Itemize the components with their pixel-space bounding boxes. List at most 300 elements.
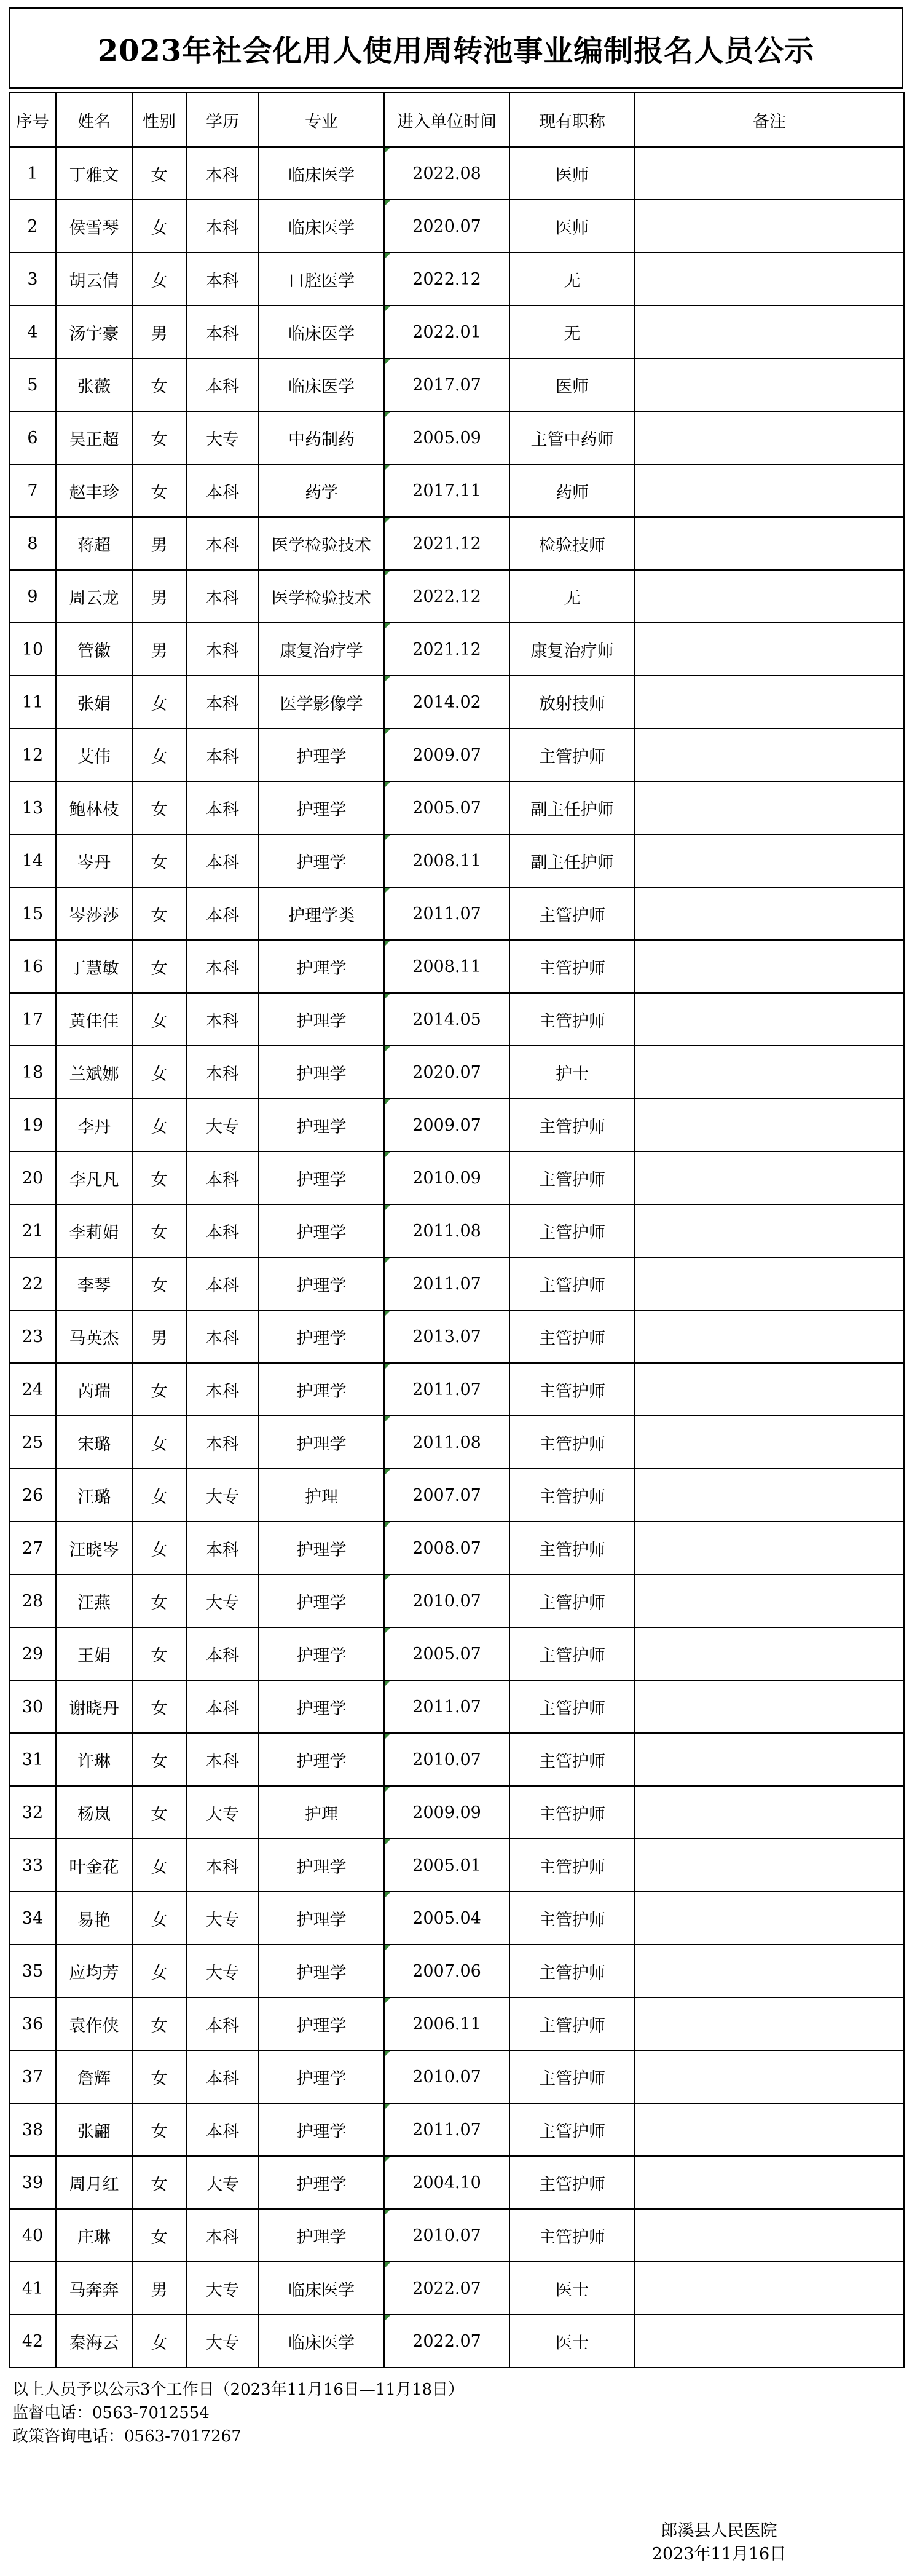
cell-education: 大专: [186, 2315, 259, 2368]
cell-title: 主管护师: [509, 2209, 635, 2262]
cell-gender: 女: [132, 2103, 186, 2156]
cell-gender: 女: [132, 1627, 186, 1680]
cell-title: 主管护师: [509, 1257, 635, 1310]
cell-index: 13: [9, 781, 56, 834]
col-header-gender: 性别: [132, 93, 186, 147]
cell-major: 护理学: [259, 993, 384, 1046]
cell-gender: 男: [132, 570, 186, 623]
cell-gender: 女: [132, 781, 186, 834]
cell-education: 本科: [186, 1046, 259, 1099]
cell-title: 主管护师: [509, 1945, 635, 1997]
cell-hire-date: 2011.07: [384, 1363, 509, 1416]
cell-major: 护理学: [259, 2050, 384, 2103]
cell-hire-date: 2008.07: [384, 1522, 509, 1574]
cell-education: 本科: [186, 1363, 259, 1416]
cell-education: 大专: [186, 1469, 259, 1522]
cell-gender: 女: [132, 1257, 186, 1310]
table-row: [9, 1416, 904, 1469]
notice-notes: [12, 2378, 464, 2448]
cell-gender: 女: [132, 1733, 186, 1786]
cell-education: 本科: [186, 1310, 259, 1363]
cell-major: 护理学: [259, 2209, 384, 2262]
cell-name: 李莉娟: [56, 1204, 132, 1257]
cell-hire-date: 2011.07: [384, 2103, 509, 2156]
cell-major: 药学: [259, 464, 384, 517]
cell-major: 护理学: [259, 2103, 384, 2156]
cell-gender: 女: [132, 411, 186, 464]
cell-name: 赵丰珍: [56, 464, 132, 517]
cell-major: 护理学: [259, 1257, 384, 1310]
cell-index: 11: [9, 676, 56, 729]
cell-name: 王娟: [56, 1627, 132, 1680]
cell-index: 5: [9, 358, 56, 411]
cell-major: 护理: [259, 1786, 384, 1839]
cell-major: 护理学: [259, 1627, 384, 1680]
cell-gender: 男: [132, 306, 186, 358]
cell-remarks: [635, 1680, 904, 1733]
cell-major: 护理学类: [259, 887, 384, 940]
cell-remarks: [635, 1469, 904, 1522]
cell-education: 本科: [186, 1522, 259, 1574]
cell-title: 护士: [509, 1046, 635, 1099]
cell-title: 副主任护师: [509, 781, 635, 834]
cell-gender: 女: [132, 993, 186, 1046]
cell-remarks: [635, 517, 904, 570]
cell-hire-date: 2009.07: [384, 1099, 509, 1152]
cell-name: 胡云倩: [56, 253, 132, 306]
cell-remarks: [635, 1046, 904, 1099]
cell-education: 本科: [186, 623, 259, 676]
cell-hire-date: 2022.01: [384, 306, 509, 358]
cell-major: 临床医学: [259, 200, 384, 253]
cell-name: 马英杰: [56, 1310, 132, 1363]
cell-title: 主管护师: [509, 940, 635, 993]
cell-name: 丁雅文: [56, 147, 132, 200]
cell-major: 护理学: [259, 1997, 384, 2050]
cell-gender: 女: [132, 887, 186, 940]
cell-title: 主管护师: [509, 1416, 635, 1469]
cell-title: 主管护师: [509, 1574, 635, 1627]
cell-index: 15: [9, 887, 56, 940]
cell-hire-date: 2014.05: [384, 993, 509, 1046]
cell-index: 4: [9, 306, 56, 358]
cell-title: 主管护师: [509, 1363, 635, 1416]
cell-index: 7: [9, 464, 56, 517]
cell-hire-date: 2010.09: [384, 1152, 509, 1204]
cell-index: 12: [9, 729, 56, 781]
cell-name: 侯雪琴: [56, 200, 132, 253]
table-row: [9, 200, 904, 253]
cell-name: 岑莎莎: [56, 887, 132, 940]
cell-name: 芮瑞: [56, 1363, 132, 1416]
cell-major: 临床医学: [259, 358, 384, 411]
cell-index: 38: [9, 2103, 56, 2156]
table-row: [9, 1152, 904, 1204]
cell-hire-date: 2013.07: [384, 1310, 509, 1363]
cell-remarks: [635, 940, 904, 993]
cell-remarks: [635, 2262, 904, 2315]
cell-title: 放射技师: [509, 676, 635, 729]
cell-major: 临床医学: [259, 147, 384, 200]
cell-remarks: [635, 1945, 904, 1997]
cell-index: 21: [9, 1204, 56, 1257]
cell-name: 易艳: [56, 1892, 132, 1945]
cell-gender: 女: [132, 2050, 186, 2103]
table-row: [9, 1363, 904, 1416]
table-row: [9, 1680, 904, 1733]
cell-title: 主管护师: [509, 1627, 635, 1680]
table-row: [9, 147, 904, 200]
cell-education: 本科: [186, 306, 259, 358]
col-header-name: 姓名: [56, 93, 132, 147]
cell-title: 无: [509, 570, 635, 623]
cell-name: 张娟: [56, 676, 132, 729]
cell-major: 护理学: [259, 1945, 384, 1997]
cell-education: 本科: [186, 781, 259, 834]
table-row: [9, 1997, 904, 2050]
cell-index: 22: [9, 1257, 56, 1310]
page-title: 2023年社会化用人使用周转池事业编制报名人员公示: [9, 7, 903, 89]
cell-hire-date: 2010.07: [384, 1733, 509, 1786]
table-row: [9, 1257, 904, 1310]
cell-name: 秦海云: [56, 2315, 132, 2368]
cell-gender: 女: [132, 358, 186, 411]
cell-education: 本科: [186, 200, 259, 253]
cell-gender: 女: [132, 1204, 186, 1257]
cell-remarks: [635, 253, 904, 306]
cell-index: 9: [9, 570, 56, 623]
cell-index: 19: [9, 1099, 56, 1152]
cell-name: 兰斌娜: [56, 1046, 132, 1099]
table-row: [9, 2156, 904, 2209]
cell-name: 岑丹: [56, 834, 132, 887]
cell-name: 汪璐: [56, 1469, 132, 1522]
cell-index: 39: [9, 2156, 56, 2209]
cell-title: 主管护师: [509, 1310, 635, 1363]
cell-index: 30: [9, 1680, 56, 1733]
cell-title: 检验技师: [509, 517, 635, 570]
cell-education: 本科: [186, 993, 259, 1046]
table-row: [9, 834, 904, 887]
cell-remarks: [635, 1204, 904, 1257]
cell-title: 主管护师: [509, 1469, 635, 1522]
table-row: [9, 1310, 904, 1363]
cell-education: 本科: [186, 517, 259, 570]
cell-remarks: [635, 2209, 904, 2262]
cell-education: 本科: [186, 358, 259, 411]
cell-name: 汪燕: [56, 1574, 132, 1627]
cell-title: 主管护师: [509, 887, 635, 940]
cell-hire-date: 2010.07: [384, 1574, 509, 1627]
cell-hire-date: 2021.12: [384, 623, 509, 676]
cell-index: 34: [9, 1892, 56, 1945]
cell-gender: 女: [132, 464, 186, 517]
cell-name: 管徽: [56, 623, 132, 676]
cell-index: 24: [9, 1363, 56, 1416]
table-row: [9, 306, 904, 358]
cell-gender: 女: [132, 1416, 186, 1469]
cell-remarks: [635, 1522, 904, 1574]
cell-remarks: [635, 411, 904, 464]
cell-hire-date: 2005.07: [384, 1627, 509, 1680]
cell-title: 主管中药师: [509, 411, 635, 464]
cell-education: 本科: [186, 2050, 259, 2103]
cell-major: 护理学: [259, 1310, 384, 1363]
cell-name: 谢晓丹: [56, 1680, 132, 1733]
cell-remarks: [635, 358, 904, 411]
cell-gender: 女: [132, 1786, 186, 1839]
cell-education: 本科: [186, 2209, 259, 2262]
table-row: [9, 1574, 904, 1627]
cell-education: 本科: [186, 1997, 259, 2050]
cell-index: 20: [9, 1152, 56, 1204]
cell-hire-date: 2005.01: [384, 1839, 509, 1892]
cell-gender: 女: [132, 729, 186, 781]
cell-education: 本科: [186, 1733, 259, 1786]
table-row: [9, 1099, 904, 1152]
applicant-table: [9, 92, 905, 2368]
cell-education: 大专: [186, 1099, 259, 1152]
cell-remarks: [635, 676, 904, 729]
cell-index: 3: [9, 253, 56, 306]
cell-index: 42: [9, 2315, 56, 2368]
cell-name: 周云龙: [56, 570, 132, 623]
cell-remarks: [635, 147, 904, 200]
cell-remarks: [635, 1152, 904, 1204]
cell-gender: 女: [132, 676, 186, 729]
cell-index: 16: [9, 940, 56, 993]
cell-hire-date: 2008.11: [384, 834, 509, 887]
cell-index: 6: [9, 411, 56, 464]
cell-gender: 女: [132, 2156, 186, 2209]
cell-major: 护理学: [259, 1892, 384, 1945]
cell-hire-date: 2014.02: [384, 676, 509, 729]
cell-index: 14: [9, 834, 56, 887]
cell-title: 主管护师: [509, 1892, 635, 1945]
cell-education: 大专: [186, 2156, 259, 2209]
table-row: [9, 676, 904, 729]
cell-hire-date: 2021.12: [384, 517, 509, 570]
cell-gender: 女: [132, 1945, 186, 1997]
cell-education: 本科: [186, 940, 259, 993]
table-row: [9, 570, 904, 623]
cell-title: 医师: [509, 147, 635, 200]
cell-title: 主管护师: [509, 1204, 635, 1257]
table-row: [9, 1469, 904, 1522]
table-row: [9, 2050, 904, 2103]
cell-education: 本科: [186, 1257, 259, 1310]
cell-gender: 女: [132, 1469, 186, 1522]
cell-major: 护理学: [259, 729, 384, 781]
cell-remarks: [635, 834, 904, 887]
cell-major: 护理学: [259, 1363, 384, 1416]
table-body: [9, 147, 904, 2368]
cell-name: 蒋超: [56, 517, 132, 570]
cell-name: 应均芳: [56, 1945, 132, 1997]
cell-education: 大专: [186, 1786, 259, 1839]
cell-remarks: [635, 781, 904, 834]
cell-index: 18: [9, 1046, 56, 1099]
cell-hire-date: 2010.07: [384, 2050, 509, 2103]
notice-period: 以上人员予以公示3个工作日（2023年11月16日—11月18日）: [12, 2380, 465, 2399]
cell-major: 护理学: [259, 2156, 384, 2209]
cell-title: 主管护师: [509, 1099, 635, 1152]
cell-hire-date: 2008.11: [384, 940, 509, 993]
cell-major: 医学检验技术: [259, 517, 384, 570]
table-row: [9, 253, 904, 306]
cell-title: 主管护师: [509, 2103, 635, 2156]
cell-major: 护理学: [259, 834, 384, 887]
cell-name: 马奔奔: [56, 2262, 132, 2315]
table-row: [9, 2315, 904, 2368]
cell-remarks: [635, 2050, 904, 2103]
cell-name: 张翩: [56, 2103, 132, 2156]
cell-gender: 女: [132, 940, 186, 993]
cell-title: 无: [509, 253, 635, 306]
cell-major: 护理: [259, 1469, 384, 1522]
cell-education: 本科: [186, 1839, 259, 1892]
col-header-title: 现有职称: [509, 93, 635, 147]
cell-education: 本科: [186, 1416, 259, 1469]
cell-major: 护理学: [259, 1152, 384, 1204]
cell-name: 丁慧敏: [56, 940, 132, 993]
cell-hire-date: 2007.07: [384, 1469, 509, 1522]
cell-name: 李凡凡: [56, 1152, 132, 1204]
cell-hire-date: 2022.07: [384, 2262, 509, 2315]
cell-education: 本科: [186, 834, 259, 887]
signature-org: 郎溪县人民医院: [661, 2521, 777, 2540]
cell-education: 大专: [186, 2262, 259, 2315]
col-header-hire-date: 进入单位时间: [384, 93, 509, 147]
cell-title: 医师: [509, 200, 635, 253]
cell-hire-date: 2009.09: [384, 1786, 509, 1839]
cell-remarks: [635, 729, 904, 781]
cell-gender: 女: [132, 1680, 186, 1733]
table-row: [9, 1892, 904, 1945]
cell-remarks: [635, 1733, 904, 1786]
cell-hire-date: 2011.08: [384, 1416, 509, 1469]
table-row: [9, 729, 904, 781]
cell-gender: 女: [132, 1046, 186, 1099]
table-row: [9, 623, 904, 676]
cell-education: 本科: [186, 570, 259, 623]
cell-index: 10: [9, 623, 56, 676]
cell-remarks: [635, 887, 904, 940]
signature-block: [639, 2519, 799, 2566]
cell-hire-date: 2022.08: [384, 147, 509, 200]
cell-major: 护理学: [259, 1099, 384, 1152]
table-row: [9, 411, 904, 464]
cell-education: 本科: [186, 1627, 259, 1680]
table-row: [9, 993, 904, 1046]
cell-name: 詹辉: [56, 2050, 132, 2103]
cell-gender: 女: [132, 1099, 186, 1152]
cell-title: 主管护师: [509, 1733, 635, 1786]
cell-name: 周月红: [56, 2156, 132, 2209]
cell-remarks: [635, 1574, 904, 1627]
cell-remarks: [635, 2315, 904, 2368]
cell-remarks: [635, 1997, 904, 2050]
cell-gender: 男: [132, 517, 186, 570]
cell-title: 药师: [509, 464, 635, 517]
cell-education: 本科: [186, 253, 259, 306]
table-row: [9, 1522, 904, 1574]
cell-education: 本科: [186, 1204, 259, 1257]
cell-index: 37: [9, 2050, 56, 2103]
cell-hire-date: 2011.07: [384, 887, 509, 940]
cell-remarks: [635, 1310, 904, 1363]
cell-remarks: [635, 1892, 904, 1945]
cell-index: 26: [9, 1469, 56, 1522]
table-row: [9, 1786, 904, 1839]
table-row: [9, 1046, 904, 1099]
cell-gender: 女: [132, 1839, 186, 1892]
cell-name: 艾伟: [56, 729, 132, 781]
cell-hire-date: 2022.12: [384, 253, 509, 306]
cell-title: 主管护师: [509, 2050, 635, 2103]
cell-remarks: [635, 2103, 904, 2156]
cell-name: 叶金花: [56, 1839, 132, 1892]
cell-index: 17: [9, 993, 56, 1046]
cell-index: 1: [9, 147, 56, 200]
cell-hire-date: 2017.07: [384, 358, 509, 411]
cell-title: 主管护师: [509, 1522, 635, 1574]
cell-hire-date: 2007.06: [384, 1945, 509, 1997]
cell-hire-date: 2020.07: [384, 1046, 509, 1099]
cell-gender: 女: [132, 1892, 186, 1945]
cell-name: 吴正超: [56, 411, 132, 464]
cell-education: 大专: [186, 1945, 259, 1997]
cell-title: 主管护师: [509, 993, 635, 1046]
cell-major: 医学检验技术: [259, 570, 384, 623]
cell-name: 庄琳: [56, 2209, 132, 2262]
cell-gender: 女: [132, 200, 186, 253]
cell-gender: 女: [132, 147, 186, 200]
cell-gender: 女: [132, 2209, 186, 2262]
cell-name: 宋璐: [56, 1416, 132, 1469]
cell-index: 33: [9, 1839, 56, 1892]
cell-education: 本科: [186, 147, 259, 200]
cell-index: 35: [9, 1945, 56, 1997]
cell-remarks: [635, 306, 904, 358]
cell-education: 本科: [186, 676, 259, 729]
cell-major: 护理学: [259, 1416, 384, 1469]
supervision-phone: 监督电话：0563-7012554: [12, 2404, 210, 2422]
cell-remarks: [635, 993, 904, 1046]
cell-major: 护理学: [259, 1839, 384, 1892]
cell-hire-date: 2005.09: [384, 411, 509, 464]
cell-name: 袁作侠: [56, 1997, 132, 2050]
table-row: [9, 887, 904, 940]
cell-hire-date: 2005.07: [384, 781, 509, 834]
cell-title: 医士: [509, 2262, 635, 2315]
cell-major: 护理学: [259, 1574, 384, 1627]
cell-education: 本科: [186, 2103, 259, 2156]
cell-remarks: [635, 1627, 904, 1680]
cell-title: 无: [509, 306, 635, 358]
cell-remarks: [635, 1257, 904, 1310]
cell-index: 23: [9, 1310, 56, 1363]
cell-major: 中药制药: [259, 411, 384, 464]
cell-hire-date: 2020.07: [384, 200, 509, 253]
cell-index: 8: [9, 517, 56, 570]
cell-name: 李琴: [56, 1257, 132, 1310]
cell-gender: 女: [132, 1152, 186, 1204]
table-row: [9, 940, 904, 993]
cell-remarks: [635, 464, 904, 517]
cell-education: 本科: [186, 464, 259, 517]
cell-gender: 女: [132, 1522, 186, 1574]
